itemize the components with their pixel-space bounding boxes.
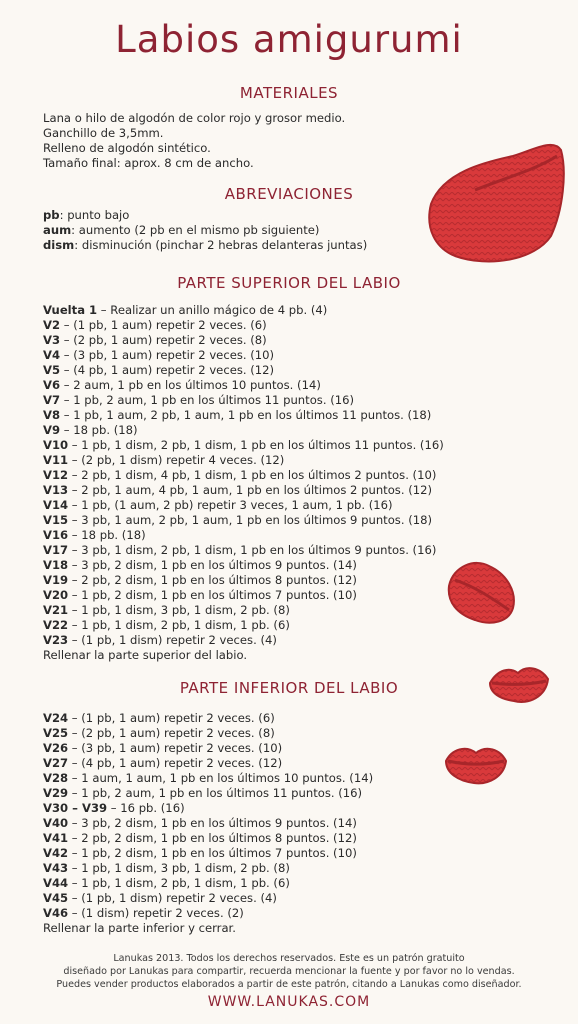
- pattern-row: [43, 588, 444, 603]
- row-label: V6: [43, 378, 61, 392]
- footer-line: diseñado por Lanukas para compartir, recuerda mencionar la fuente y por favor no lo vendas.: [63, 966, 515, 977]
- row-label: V30 – V39: [43, 801, 108, 815]
- row-label: V12: [43, 468, 69, 482]
- pattern-row: [43, 816, 373, 831]
- row-text: – (2 pb, 1 aum) repetir 2 veces. (8): [60, 333, 267, 347]
- abbreviation-term: aum: [43, 223, 72, 237]
- materials-line: Lana o hilo de algodón de color rojo y grosor medio.: [43, 111, 346, 125]
- row-text: – 2 pb, 1 aum, 4 pb, 1 aum, 1 pb en los últimos 2 puntos. (12): [68, 483, 433, 497]
- row-label: V2: [43, 318, 61, 332]
- row-text: – 3 pb, 2 dism, 1 pb en los últimos 9 puntos. (14): [68, 558, 357, 572]
- row-text: – (1 pb, 1 aum) repetir 2 veces. (6): [60, 318, 267, 332]
- pattern-row: [43, 861, 373, 876]
- row-label: V25: [43, 726, 69, 740]
- pattern-row: [43, 543, 444, 558]
- pattern-row: [43, 756, 373, 771]
- row-label: V26: [43, 741, 69, 755]
- pattern-row: [43, 786, 373, 801]
- row-label: V13: [43, 483, 69, 497]
- row-text: – 1 aum, 1 aum, 1 pb en los últimos 10 puntos. (14): [68, 771, 374, 785]
- abbreviation-desc: : punto bajo: [59, 208, 130, 222]
- row-label: V4: [43, 348, 61, 362]
- row-text: – 3 pb, 1 dism, 2 pb, 1 dism, 1 pb en los últimos 9 puntos. (16): [68, 543, 437, 557]
- row-text: – (2 pb, 1 aum) repetir 2 veces. (8): [68, 726, 275, 740]
- row-label: V22: [43, 618, 69, 632]
- row-label: V46: [43, 906, 69, 920]
- footer-line: Puedes vender productos elaborados a partir de este patrón, citando a Lanukas como diseñador.: [56, 979, 522, 990]
- row-label: V14: [43, 498, 69, 512]
- row-text: – 2 pb, 2 dism, 1 pb en los últimos 8 puntos. (12): [68, 573, 357, 587]
- row-label: V17: [43, 543, 69, 557]
- row-text: – 2 aum, 1 pb en los últimos 10 puntos. (14): [60, 378, 321, 392]
- pattern-note: [43, 648, 444, 663]
- row-text: – 16 pb. (16): [107, 801, 185, 815]
- row-text: – (2 pb, 1 dism) repetir 4 veces. (12): [68, 453, 285, 467]
- materials-line: Relleno de algodón sintético.: [43, 141, 211, 155]
- row-label: V18: [43, 558, 69, 572]
- lower-lip-heading: PARTE INFERIOR DEL LABIO: [179, 679, 399, 697]
- row-text: – 1 pb, 2 aum, 1 pb en los últimos 11 puntos. (16): [60, 393, 355, 407]
- materials-heading: MATERIALES: [239, 84, 339, 102]
- row-label: V15: [43, 513, 69, 527]
- pattern-row: [43, 846, 373, 861]
- materials-list: [43, 111, 345, 171]
- row-text: – (4 pb, 1 aum) repetir 2 veces. (12): [68, 756, 283, 770]
- lips-illustration: [488, 663, 550, 707]
- abbreviations-heading: ABREVIACIONES: [224, 185, 354, 203]
- page-title: Labios amigurumi: [115, 18, 463, 61]
- row-text: – 1 pb, 2 dism, 1 pb en los últimos 7 puntos. (10): [68, 588, 357, 602]
- pattern-row: [43, 801, 373, 816]
- pattern-row: [43, 726, 373, 741]
- row-text: – 2 pb, 1 dism, 4 pb, 1 dism, 1 pb en los últimos 2 puntos. (10): [68, 468, 437, 482]
- row-label: V3: [43, 333, 61, 347]
- pattern-row: [43, 408, 444, 423]
- lips-illustration: [444, 743, 508, 787]
- pattern-row: [43, 438, 444, 453]
- upper-lip-rows: [43, 303, 444, 663]
- row-text: – (3 pb, 1 aum) repetir 2 veces. (10): [68, 741, 283, 755]
- row-text: – 18 pb. (18): [60, 423, 138, 437]
- row-text: – 1 pb, 1 dism, 3 pb, 1 dism, 2 pb. (8): [68, 861, 290, 875]
- pattern-row: [43, 498, 444, 513]
- pattern-row: [43, 558, 444, 573]
- row-label: V9: [43, 423, 61, 437]
- row-text: – Realizar un anillo mágico de 4 pb. (4): [97, 303, 328, 317]
- abbreviation-item: [43, 223, 367, 238]
- row-label: V29: [43, 786, 69, 800]
- pattern-note: [43, 921, 373, 936]
- materials-line: Ganchillo de 3,5mm.: [43, 126, 164, 140]
- abbreviation-item: [43, 208, 367, 223]
- materials-line: Tamaño final: aprox. 8 cm de ancho.: [43, 156, 254, 170]
- row-text: – 1 pb, 1 dism, 2 pb, 1 dism, 1 pb en los últimos 11 puntos. (16): [68, 438, 444, 452]
- pattern-row: [43, 831, 373, 846]
- row-label: V42: [43, 846, 69, 860]
- pattern-row: [43, 378, 444, 393]
- abbreviation-term: dism: [43, 238, 75, 252]
- pattern-row: [43, 333, 444, 348]
- pattern-row: [43, 633, 444, 648]
- pattern-row: [43, 453, 444, 468]
- pattern-row: [43, 528, 444, 543]
- row-text: – (1 pb, 1 dism) repetir 2 veces. (4): [68, 633, 277, 647]
- lips-illustration: [425, 132, 567, 268]
- row-text: – 3 pb, 1 aum, 2 pb, 1 aum, 1 pb en los últimos 9 puntos. (18): [68, 513, 433, 527]
- row-text: Rellenar la parte inferior y cerrar.: [43, 921, 236, 935]
- row-text: – 1 pb, 1 aum, 2 pb, 1 aum, 1 pb en los últimos 11 puntos. (18): [60, 408, 432, 422]
- row-text: – (4 pb, 1 aum) repetir 2 veces. (12): [60, 363, 275, 377]
- pattern-row: [43, 318, 444, 333]
- row-label: V44: [43, 876, 69, 890]
- pattern-row: [43, 363, 444, 378]
- website-link[interactable]: WWW.LANUKAS.COM: [207, 994, 371, 1010]
- row-label: V40: [43, 816, 69, 830]
- row-label: V10: [43, 438, 69, 452]
- abbreviation-desc: : disminución (pinchar 2 hebras delanteras juntas): [74, 238, 368, 252]
- pattern-row: [43, 423, 444, 438]
- row-text: Rellenar la parte superior del labio.: [43, 648, 248, 662]
- row-label: V20: [43, 588, 69, 602]
- row-label: V27: [43, 756, 69, 770]
- pattern-row: [43, 771, 373, 786]
- row-label: Vuelta 1: [43, 303, 98, 317]
- pattern-row: [43, 603, 444, 618]
- row-text: – (3 pb, 1 aum) repetir 2 veces. (10): [60, 348, 275, 362]
- pattern-row: [43, 513, 444, 528]
- pattern-row: [43, 876, 373, 891]
- row-text: – 2 pb, 2 dism, 1 pb en los últimos 8 puntos. (12): [68, 831, 357, 845]
- pattern-row: [43, 906, 373, 921]
- abbreviation-desc: : aumento (2 pb en el mismo pb siguiente): [71, 223, 320, 237]
- upper-lip-heading: PARTE SUPERIOR DEL LABIO: [177, 274, 401, 292]
- row-text: – 1 pb, 2 dism, 1 pb en los últimos 7 puntos. (10): [68, 846, 357, 860]
- row-text: – 1 pb, (1 aum, 2 pb) repetir 3 veces, 1 aum, 1 pb. (16): [68, 498, 393, 512]
- row-text: – 18 pb. (18): [68, 528, 146, 542]
- pattern-row: [43, 891, 373, 906]
- row-text: – 1 pb, 1 dism, 2 pb, 1 dism, 1 pb. (6): [68, 876, 290, 890]
- lower-lip-rows: [43, 711, 373, 936]
- pattern-row: [43, 711, 373, 726]
- row-label: V19: [43, 573, 69, 587]
- row-text: – (1 pb, 1 aum) repetir 2 veces. (6): [68, 711, 275, 725]
- row-label: V11: [43, 453, 69, 467]
- row-label: V45: [43, 891, 69, 905]
- row-label: V8: [43, 408, 61, 422]
- pattern-row: [43, 741, 373, 756]
- pattern-row: [43, 303, 444, 318]
- row-label: V21: [43, 603, 69, 617]
- pattern-row: [43, 483, 444, 498]
- row-text: – (1 pb, 1 dism) repetir 2 veces. (4): [68, 891, 277, 905]
- row-label: V24: [43, 711, 69, 725]
- abbreviation-term: pb: [43, 208, 60, 222]
- row-text: – 1 pb, 2 aum, 1 pb en los últimos 11 puntos. (16): [68, 786, 363, 800]
- row-text: – 1 pb, 1 dism, 3 pb, 1 dism, 2 pb. (8): [68, 603, 290, 617]
- footer-notice: [0, 952, 578, 991]
- row-label: V7: [43, 393, 61, 407]
- pattern-row: [43, 348, 444, 363]
- footer-line: Lanukas 2013. Todos los derechos reservados. Este es un patrón gratuito: [113, 953, 465, 964]
- pattern-row: [43, 573, 444, 588]
- abbreviations-list: [43, 208, 367, 253]
- abbreviation-item: [43, 238, 367, 253]
- row-label: V41: [43, 831, 69, 845]
- row-text: – 3 pb, 2 dism, 1 pb en los últimos 9 puntos. (14): [68, 816, 357, 830]
- row-label: V16: [43, 528, 69, 542]
- row-label: V28: [43, 771, 69, 785]
- row-label: V23: [43, 633, 69, 647]
- row-label: V5: [43, 363, 61, 377]
- lips-illustration: [445, 556, 519, 628]
- row-text: – 1 pb, 1 dism, 2 pb, 1 dism, 1 pb. (6): [68, 618, 290, 632]
- row-label: V43: [43, 861, 69, 875]
- row-text: – (1 dism) repetir 2 veces. (2): [68, 906, 244, 920]
- pattern-row: [43, 618, 444, 633]
- pattern-row: [43, 393, 444, 408]
- pattern-row: [43, 468, 444, 483]
